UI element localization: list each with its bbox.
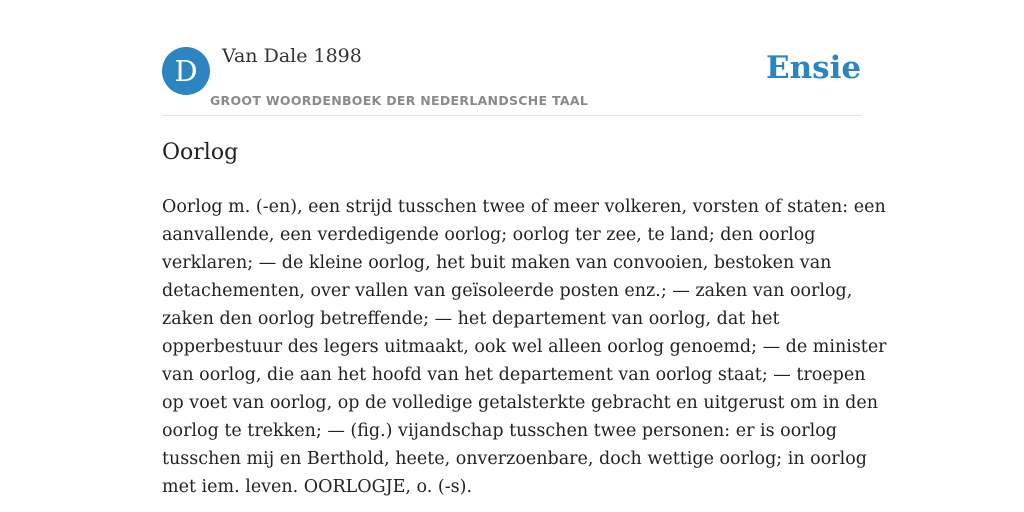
ensie-logo[interactable]: Ensie <box>766 50 862 86</box>
entry-definition <box>162 193 887 501</box>
definition-line: detachementen, over vallen van geïsoleerde posten enz.; — zaken van oorlog, <box>162 281 853 301</box>
source-title[interactable]: Van Dale 1898 <box>222 45 362 67</box>
definition-line: zaken den oorlog betreffende; — het departement van oorlog, dat het <box>162 309 780 329</box>
definition-line: oorlog te trekken; — (fig.) vijandschap tusschen twee personen: er is oorlog <box>162 421 837 441</box>
definition-line: opperbestuur des legers uitmaakt, ook wel alleen oorlog genoemd; — de minister <box>162 337 887 357</box>
definition-line: Oorlog m. (-en), een strijd tusschen twee of meer volkeren, vorsten of staten: een <box>162 197 886 217</box>
definition-line: tusschen mij en Berthold, heete, onverzoenbare, doch wettige oorlog; in oorlog <box>162 449 867 469</box>
definition-line: aanvallende, een verdedigende oorlog; oorlog ter zee, te land; den oorlog <box>162 225 816 245</box>
header-divider <box>162 115 862 116</box>
entry-headword: Oorlog <box>162 140 239 165</box>
definition-line: verklaren; — de kleine oorlog, het buit maken van convooien, bestoken van <box>162 253 832 273</box>
definition-line: met iem. leven. OORLOGJE, o. (-s). <box>162 477 473 497</box>
source-subtitle: GROOT WOORDENBOEK DER NEDERLANDSCHE TAAL <box>210 93 589 108</box>
source-avatar[interactable]: D <box>162 47 210 95</box>
definition-line: op voet van oorlog, op de volledige getalsterkte gebracht en uitgerust om in den <box>162 393 878 413</box>
definition-line: van oorlog, die aan het hoofd van het departement van oorlog staat; — troepen <box>162 365 866 385</box>
